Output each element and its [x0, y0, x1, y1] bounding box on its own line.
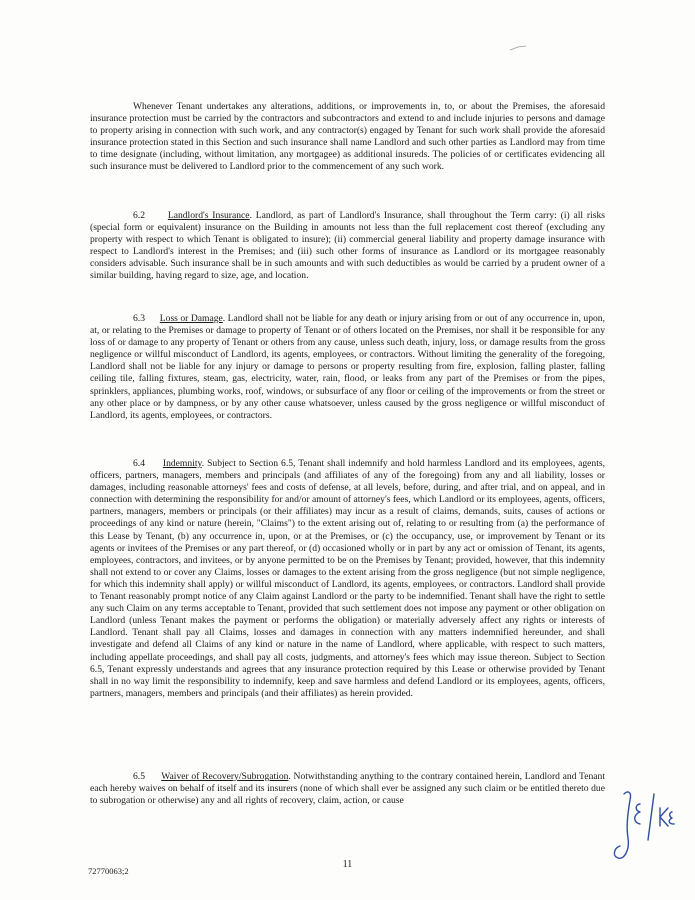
section-heading: Loss or Damage [159, 313, 223, 324]
section-number: 6.5 [133, 771, 145, 782]
scan-speck-icon [508, 44, 530, 52]
section-6-5 [90, 771, 605, 807]
section-heading: Indemnity [162, 458, 202, 469]
section-number: 6.2 [133, 210, 145, 221]
section-text: . Subject to Section 6.5, Tenant shall indemnify and hold harmless Landlord and its employees, agents, officers, partners, managers, members and principals (and affiliates of any of the foregoing) from any and all liability, losses or damages, including reasonable attorneys' fees and costs of defense, at all levels, before, during, and after trial, and on appeal, and in connection with determining the responsibility for and/or amount of attorney's fees, which Landlord or its employees, agents, officers, partners, managers, members or principals (or their affiliates) may incur as a result of claims, demands, suits, causes of actions or proceedings of any kind or nature (herein, "Claims") to the extent arising out of, relating to or resulting from (a) the performance of this Lease by Tenant, (b) any occurrence in, upon, or at the Premises, or (c) the occupancy, use, or improvement by Tenant or its agents or invitees of the Premises or any part thereof, or (d) occasioned wholly or in part by any act or omission of Tenant, its agents, employees, contractors, and invitees, or by anyone permitted to be on the Premises by Tenant; provided, however, that this indemnity shall not extend to or cover any Claims, losses or damages to the extent arising from the gross negligence (but not simple negligence, for which this indemnity shall apply) or willful misconduct of Landlord, its agents, employees, or contractors. Landlord shall provide to Tenant reasonably prompt notice of any Claim against Landlord or the party to be indemnified. Tenant shall have the right to settle any such Claim on any terms acceptable to Tenant, provided that such settlement does not impose any payment or other obligation on Landlord (unless Tenant makes the payment or performs the obligation) or materially adversely affect any rights or interests of Landlord. Tenant shall pay all Claims, losses and damages in connection with any matters indemnified hereunder, and shall investigate and defend all Claims of any kind or nature in the name of Landlord, where applicable, with respect to such matters, including appellate proceedings, and shall pay all costs, judgments, and attorney's fees which may issue thereon. Subject to Section 6.5, Tenant expressly understands and agrees that any insurance protection required by this Lease or otherwise provided by Tenant shall in no way limit the responsibility to indemnify, keep and save harmless and defend Landlord or its employees, agents, officers, partners, managers, members and principals (and their affiliates) as herein provided. [90, 458, 605, 699]
section-6-3 [90, 313, 605, 422]
section-number: 6.3 [133, 313, 145, 324]
paragraph-intro-text: Whenever Tenant undertakes any alterations, additions, or improvements in, to, or about the Premises, the aforesaid insurance protection must be carried by the contractors and subcontractors and extend to and include injuries to persons and damage to property arising in connection with such work, and any contractor(s) engaged by Tenant for such work shall provide the aforesaid insurance protection stated in this Section and such insurance shall name Landlord and such other parties as Landlord may from time to time designate (including, without limitation, any mortgagee) as additional insureds. The policies of or certificates evidencing all such insurance must be delivered to Landlord prior to the commencement of any such work. [90, 101, 605, 173]
paragraph-intro [90, 101, 605, 174]
document-id: 72770063;2 [88, 866, 129, 876]
section-6-2 [90, 210, 605, 283]
section-text: . Landlord shall not be liable for any death or injury arising from or out of any occurrence in, upon, at, or relating to the Premises or damage to property of Tenant or of others located on the Premises, nor shall it be responsible for any loss of or damage to any property of Tenant or others from any cause, unless such death, injury, loss, or damage results from the gross negligence or willful misconduct of Landlord, its agents, employees, or contractors. Without limiting the generality of the foregoing, Landlord shall not be liable for any injury or damage to persons or property resulting from fire, explosion, falling plaster, falling ceiling tile, falling fixtures, steam, gas, electricity, water, rain, flood, or leaks from any part of the Premises or from the pipes, sprinklers, appliances, plumbing works, roof, windows, or subsurface of any floor or ceiling of the improvements or from the street or any other place or by dampness, or by any other cause whatsoever, unless caused by the gross negligence or willful misconduct of Landlord, its agents, employees, or contractors. [90, 313, 606, 421]
page-number: 11 [342, 859, 353, 870]
handwritten-initials-icon [610, 786, 690, 872]
section-text: . Notwithstanding anything to the contrary contained herein, Landlord and Tenant each hereby waives on behalf of itself and its insurers (none of which shall ever be assigned any such claim or be entitled thereto due to subrogation or otherwise) any and all rights of recovery, claim, action, or cause [90, 771, 606, 807]
section-heading: Landlord's Insurance [167, 210, 250, 221]
section-number: 6.4 [133, 458, 145, 469]
section-6-4 [90, 458, 605, 700]
section-text: . Landlord, as part of Landlord's Insurance, shall throughout the Term carry: (i) all risks (special form or equivalent) insurance on the Building in amounts not less than the full replacement cost thereof (excluding any property with respect to which Tenant is obligated to insure); (ii) commercial general liability and property damage insurance with respect to Landlord's interest in the Premises; and (iii) such other forms of insurance as Landlord or its mortgagee reasonably considers advisable. Such insurance shall be in such amounts and with such deductibles as would be carried by a prudent owner of a similar building, having regard to size, age, and location. [90, 210, 605, 282]
section-heading: Waiver of Recovery/Subrogation [161, 771, 289, 782]
